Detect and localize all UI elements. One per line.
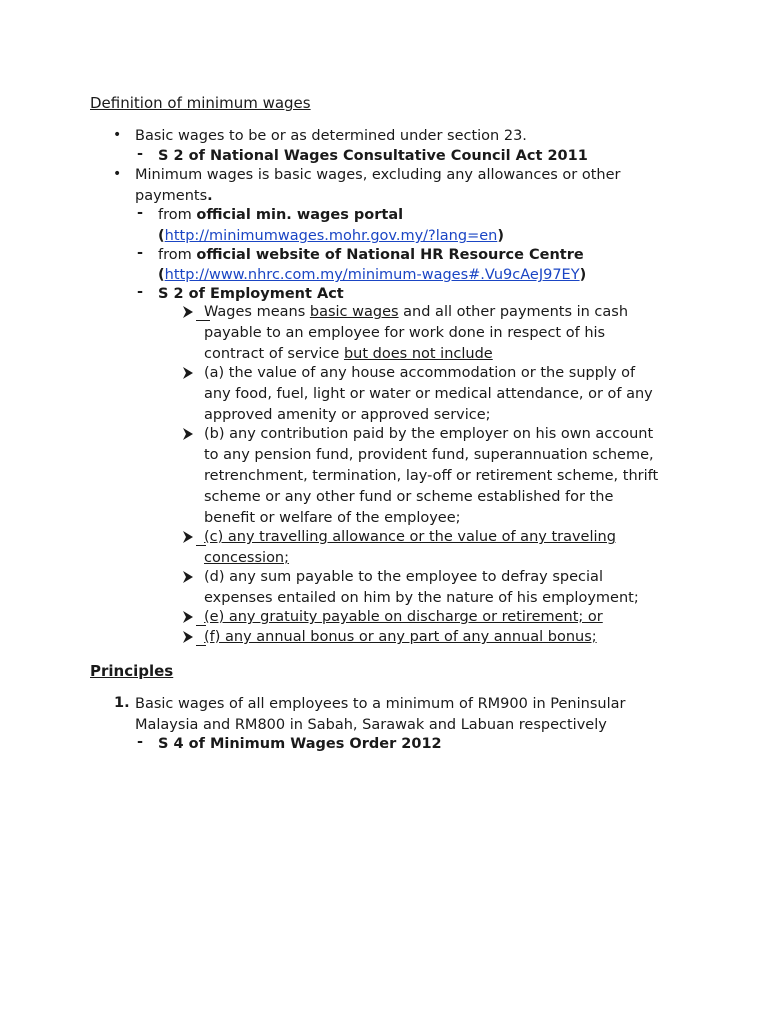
- chevron-arrow-icon: [182, 427, 194, 441]
- bullet-icon: •: [113, 166, 122, 182]
- exclusion-b-line1: (b) any contribution paid by the employer on his own account: [204, 426, 654, 442]
- section-heading-definition: Definition of minimum wages: [90, 94, 311, 112]
- principle-1-line2: Malaysia and RM800 in Sabah, Sarawak and Labuan respectively: [135, 717, 607, 733]
- exclusion-c-line2: concession;: [204, 550, 290, 566]
- exclusion-b-line2: to any pension fund, provident fund, superannuation scheme,: [204, 447, 654, 463]
- exclusion-b-line3: retrenchment, termination, lay-off or retirement scheme, thrift: [204, 468, 659, 484]
- dash-marker: -: [137, 146, 144, 162]
- wages-definition-line3: contract of service but does not include: [204, 346, 493, 362]
- principle-1-line1: Basic wages of all employees to a minimum of RM900 in Peninsular: [135, 696, 626, 712]
- nhrc-link[interactable]: http://www.nhrc.com.my/minimum-wages#.Vu9cAeJ97EY: [164, 267, 580, 283]
- chevron-arrow-icon: [182, 570, 194, 584]
- exclusion-f: (f) any annual bonus or any part of any annual bonus;: [204, 629, 597, 645]
- exclusion-a-line3: approved amenity or approved service;: [204, 407, 491, 423]
- source-website-label: from official website of National HR Resource Centre: [158, 247, 584, 263]
- dash-marker: -: [137, 205, 144, 221]
- dash-marker: -: [137, 734, 144, 750]
- exclusion-b-line4: scheme or any other fund or scheme established for the: [204, 489, 614, 505]
- exclusion-a-line2: any food, fuel, light or water or medical attendance, or of any: [204, 386, 653, 402]
- chevron-arrow-icon: [182, 630, 194, 644]
- dash-marker: -: [137, 245, 144, 261]
- bullet-text-minimum-wages-line2: payments.: [135, 188, 213, 204]
- chevron-arrow-icon: [182, 366, 194, 380]
- exclusion-b-line5: benefit or welfare of the employee;: [204, 510, 461, 526]
- list-number: 1.: [114, 695, 130, 711]
- exclusion-c-line1: (c) any travelling allowance or the value of any traveling: [204, 529, 616, 545]
- chevron-arrow-icon: [182, 305, 194, 319]
- bullet-text-basic-wages: Basic wages to be or as determined under section 23.: [135, 128, 527, 144]
- wages-definition-line1: Wages means basic wages and all other payments in cash: [204, 304, 629, 320]
- reference-minimum-wages-order: S 4 of Minimum Wages Order 2012: [158, 736, 442, 752]
- exclusion-d-line1: (d) any sum payable to the employee to defray special: [204, 569, 603, 585]
- section-heading-principles: Principles: [90, 662, 174, 680]
- exclusion-d-line2: expenses entailed on him by the nature of his employment;: [204, 590, 639, 606]
- chevron-arrow-icon: [182, 530, 194, 544]
- source-portal-url-line: (http://minimumwages.mohr.gov.my/?lang=en): [158, 228, 504, 244]
- exclusion-a-line1: (a) the value of any house accommodation or the supply of: [204, 365, 636, 381]
- wages-definition-line2: payable to an employee for work done in respect of his: [204, 325, 606, 341]
- exclusion-e: (e) any gratuity payable on discharge or retirement; or: [204, 609, 603, 625]
- reference-nwcc-act: S 2 of National Wages Consultative Council Act 2011: [158, 148, 588, 164]
- chevron-arrow-icon: [182, 610, 194, 624]
- portal-link[interactable]: http://minimumwages.mohr.gov.my/?lang=en: [164, 228, 498, 244]
- source-website-url-line: (http://www.nhrc.com.my/minimum-wages#.Vu9cAeJ97EY): [158, 267, 587, 283]
- dash-marker: -: [137, 284, 144, 300]
- bullet-icon: •: [113, 127, 122, 143]
- reference-employment-act: S 2 of Employment Act: [158, 286, 344, 302]
- bullet-text-minimum-wages-line1: Minimum wages is basic wages, excluding any allowances or other: [135, 167, 621, 183]
- source-portal-label: from official min. wages portal: [158, 207, 404, 223]
